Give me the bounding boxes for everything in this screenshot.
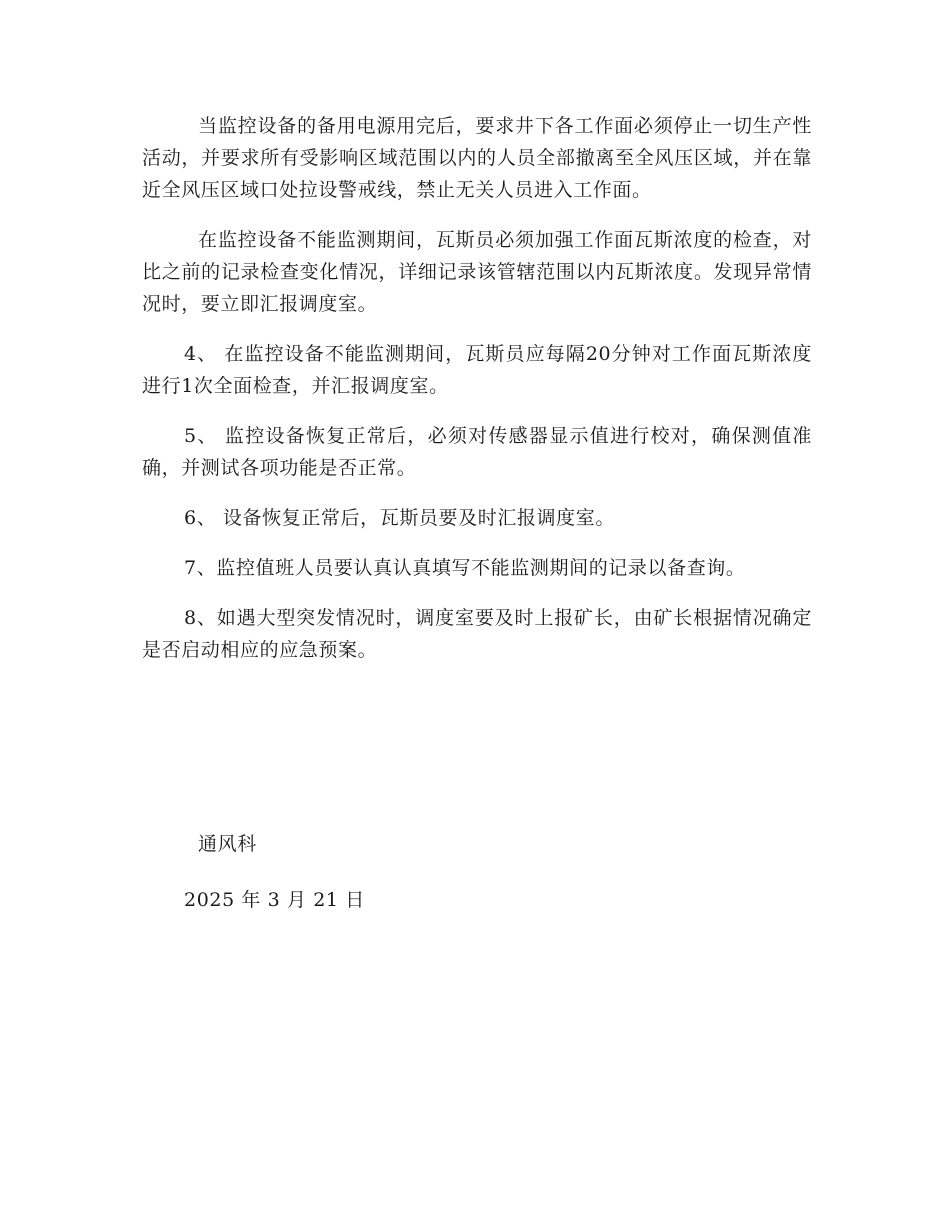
paragraph-item-7: 7、监控值班人员要认真认真填写不能监测期间的记录以备查询。	[184, 557, 746, 579]
department-name: 通风科	[198, 833, 257, 855]
paragraph-gas-inspection: 在监控设备不能监测期间，瓦斯员必须加强工作面瓦斯浓度的检查，对比之前的记录检查变化情况，详细记录该管辖范围以内瓦斯浓度。发现异常情况时，要立即汇报调度室。	[142, 229, 812, 315]
paragraph-item-4: 4、 在监控设备不能监测期间，瓦斯员应每隔20分钟对工作面瓦斯浓度进行1次全面检查，并汇报调度室。	[142, 343, 812, 397]
paragraph-item-5: 5、 监控设备恢复正常后，必须对传感器显示值进行校对，确保测值准确，并测试各项功能是否正常。	[142, 425, 812, 479]
document-body	[142, 110, 812, 684]
signoff-block	[142, 828, 812, 916]
paragraph-backup-power: 当监控设备的备用电源用完后，要求井下各工作面必须停止一切生产性活动，并要求所有受影响区域范围以内的人员全部撤离至全风压区域，并在靠近全风压区域口处拉设警戒线，禁止无关人员进入工作面。	[142, 115, 812, 201]
paragraph-item-8: 8、如遇大型突发情况时，调度室要及时上报矿长，由矿长根据情况确定是否启动相应的应急预案。	[142, 607, 812, 661]
document-date: 2025 年 3 月 21 日	[184, 889, 365, 911]
paragraph-item-6: 6、 设备恢复正常后，瓦斯员要及时汇报调度室。	[184, 507, 615, 529]
